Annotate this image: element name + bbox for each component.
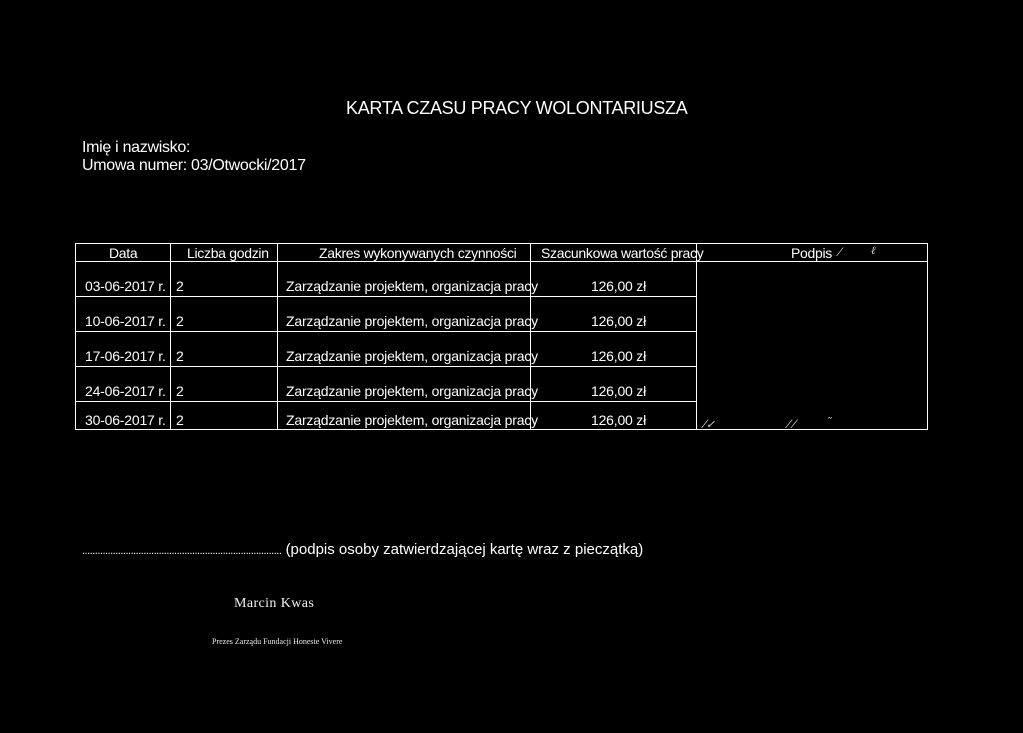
cell-date: 03-06-2017 r. bbox=[85, 278, 166, 294]
cell-hours: 2 bbox=[176, 313, 184, 329]
cell-value: 126,00 zł bbox=[591, 412, 647, 428]
cell-date: 24-06-2017 r. bbox=[85, 383, 166, 399]
signature-scribble: ⁄✓ bbox=[704, 418, 716, 431]
approval-dots: .............................................................................. bbox=[82, 545, 282, 557]
timesheet-table bbox=[75, 243, 928, 430]
signature-scribble: ℓ bbox=[871, 244, 876, 257]
cell-date: 10-06-2017 r. bbox=[85, 313, 166, 329]
cell-hours: 2 bbox=[176, 278, 184, 294]
approval-caption: (podpis osoby zatwierdzającej kartę wraz z pieczątką) bbox=[285, 541, 644, 558]
cell-scope: Zarządzanie projektem, organizacja pracy bbox=[286, 313, 538, 329]
row-divider bbox=[76, 296, 696, 297]
column-divider bbox=[277, 244, 278, 430]
stamp-name: Marcin Kwas bbox=[234, 596, 315, 611]
row-divider bbox=[76, 261, 927, 262]
cell-value: 126,00 zł bbox=[591, 348, 647, 364]
cell-hours: 2 bbox=[176, 412, 184, 428]
column-divider bbox=[170, 244, 171, 430]
header-value: Szacunkowa wartość pracy bbox=[541, 245, 704, 261]
approval-line bbox=[82, 541, 643, 558]
name-label: Imię i nazwisko: bbox=[82, 139, 191, 156]
header-signature: Podpis bbox=[791, 245, 833, 261]
cell-value: 126,00 zł bbox=[591, 313, 647, 329]
row-divider bbox=[76, 331, 696, 332]
cell-date: 17-06-2017 r. bbox=[85, 348, 166, 364]
cell-scope: Zarządzanie projektem, organizacja pracy bbox=[286, 278, 538, 294]
cell-scope: Zarządzanie projektem, organizacja pracy bbox=[286, 348, 538, 364]
contract-number: Umowa numer: 03/Otwocki/2017 bbox=[82, 157, 306, 174]
row-divider bbox=[76, 401, 696, 402]
cell-hours: 2 bbox=[176, 383, 184, 399]
cell-value: 126,00 zł bbox=[591, 278, 647, 294]
cell-date: 30-06-2017 r. bbox=[85, 412, 166, 428]
row-divider bbox=[76, 366, 696, 367]
column-divider bbox=[696, 244, 697, 430]
header-scope: Zakres wykonywanych czynności bbox=[319, 245, 517, 261]
cell-value: 126,00 zł bbox=[591, 383, 647, 399]
cell-hours: 2 bbox=[176, 348, 184, 364]
signature-scribble: ⁄ ⁄ bbox=[788, 418, 796, 431]
stamp-role: Prezes Zarządu Fundacji Honeste Vivere bbox=[212, 637, 343, 646]
cell-scope: Zarządzanie projektem, organizacja pracy bbox=[286, 412, 538, 428]
signature-scribble: ˜ bbox=[826, 416, 832, 429]
cell-scope: Zarządzanie projektem, organizacja pracy bbox=[286, 383, 538, 399]
header-hours: Liczba godzin bbox=[187, 245, 269, 261]
column-divider bbox=[530, 244, 531, 430]
header-date: Data bbox=[109, 245, 138, 261]
signature-scribble: ⁄ bbox=[839, 246, 841, 259]
page-title: KARTA CZASU PRACY WOLONTARIUSZA bbox=[346, 98, 688, 118]
